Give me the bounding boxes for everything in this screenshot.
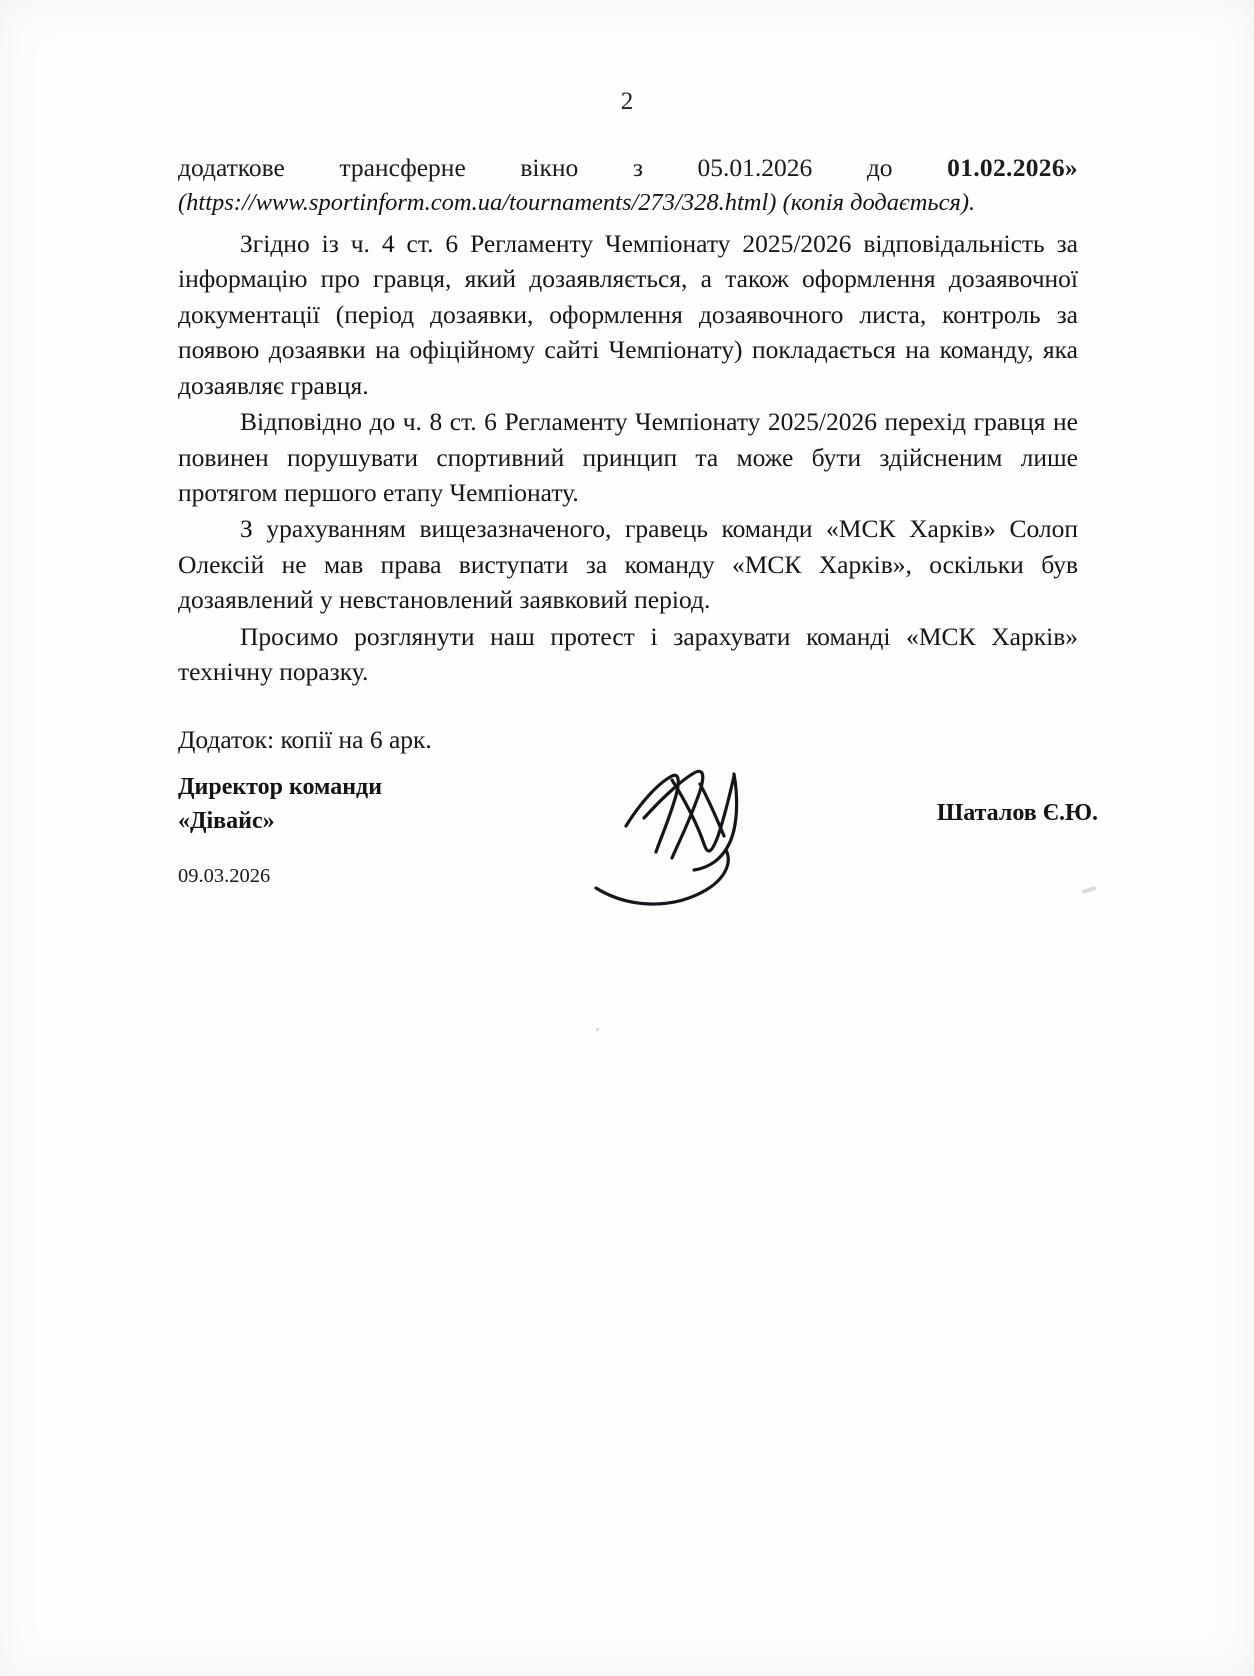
paragraph-2: Відповідно до ч. 8 ст. 6 Регламенту Чемпіонату 2025/2026 перехід гравця не повинен порушувати спортивний принцип та може бути здійсненим лише протягом першого етапу Чемпіонату. [178, 407, 1078, 508]
first-line-word-2: трансферне [339, 153, 466, 182]
paragraph-3: З урахуванням вищезазначеного, гравець команди «МСК Харків» Солоп Олексій не мав права виступати за команду «МСК Харків», оскільки був дозаявлений у невстановлений заявковий період. [178, 514, 1078, 615]
signature-block [178, 770, 1098, 940]
scan-speck [596, 1028, 599, 1031]
body-spacer [178, 691, 1078, 725]
page-number: 2 [620, 88, 634, 115]
first-line-word-3: вікно [520, 153, 579, 182]
first-line-word-4: з [632, 153, 643, 182]
first-line-word-6: до [866, 153, 893, 182]
signature-date: 09.03.2026 [178, 865, 271, 887]
source-url-line: (https://www.sportinform.com.ua/tournaments/273/328.html) (копія додається). [178, 188, 976, 216]
signer-title [178, 770, 383, 887]
signer-title-line1: Директор команди [178, 774, 383, 800]
first-line-date-to: 01.02.2026» [947, 153, 1078, 182]
signer-title-line2: «Дівайс» [178, 808, 275, 835]
paragraph-1: Згідно із ч. 4 ст. 6 Регламенту Чемпіонату 2025/2026 відповідальність за інформацію про гравця, який дозаявляється, а також оформлення дозаявочної документації (період дозаявки, оформлення дозаявочного листа, контроль за появою дозаявки на офіційному сайті Чемпіонату) покладається на команду, яка дозаявляє гравця. [178, 228, 1078, 400]
handwritten-signature-icon [568, 740, 828, 920]
first-line-word-1: додаткове [178, 153, 285, 182]
attachment-note: Додаток: копії на 6 арк. [178, 724, 432, 754]
first-line-date-from: 05.01.2026 [697, 153, 813, 182]
document-body [178, 150, 1078, 755]
first-line-spread [178, 150, 1078, 186]
signer-name: Шаталов Є.Ю. [936, 800, 1098, 826]
paragraph-4: Просимо розглянути наш протест і зарахувати команді «МСК Харків» технічну поразку. [178, 621, 1078, 687]
